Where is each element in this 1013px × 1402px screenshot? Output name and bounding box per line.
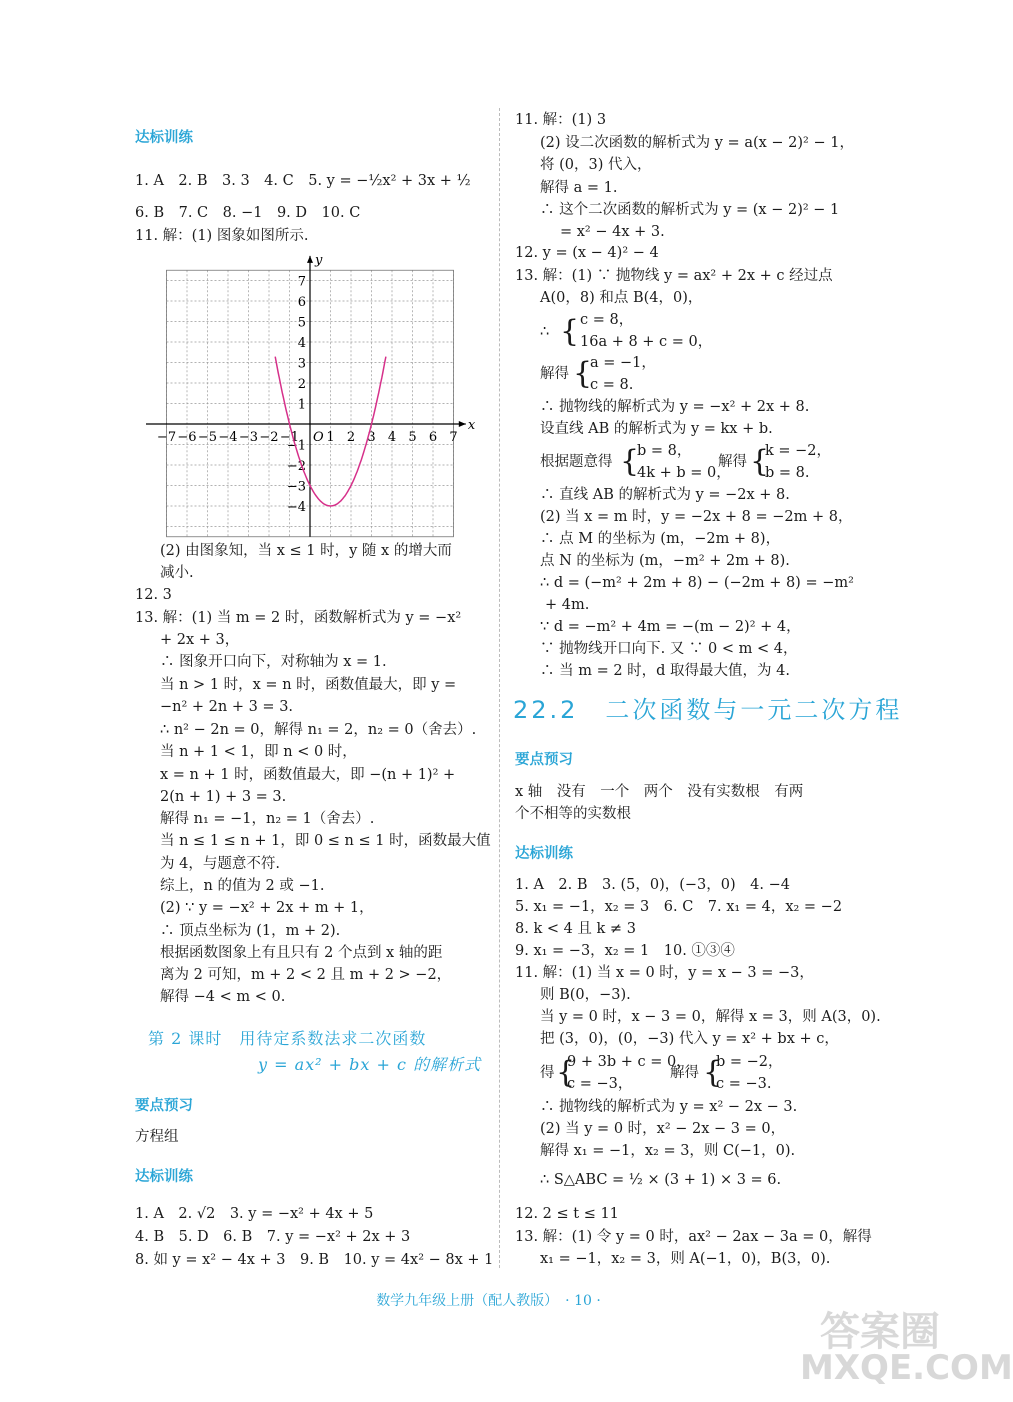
answer-line: 当 n ≤ 1 ≤ n + 1，即 0 ≤ n ≤ 1 时，函数最大值 bbox=[160, 833, 491, 849]
brace: { bbox=[573, 356, 593, 391]
brace: { bbox=[560, 314, 580, 349]
system-line: 4k + b = 0， bbox=[637, 465, 731, 481]
solve-label: 得 bbox=[540, 1065, 555, 1081]
answer-line: (2) 当 y = 0 时，x² − 2x − 3 = 0， bbox=[540, 1121, 786, 1137]
x-tick-label: O bbox=[313, 430, 324, 445]
answer-line: 1. A 2. B 3. (5，0)，(−3，0) 4. −4 bbox=[515, 877, 790, 893]
answer-line: ∴ 抛物线的解析式为 y = x² − 2x − 3. bbox=[540, 1099, 798, 1115]
answer-line: 解得 −4 < m < 0. bbox=[160, 989, 286, 1005]
therefore-symbol: ∴ bbox=[540, 324, 550, 340]
answer-line: ∴ 直线 AB 的解析式为 y = −2x + 8. bbox=[540, 487, 790, 503]
answer-line: 6. B 7. C 8. −1 9. D 10. C bbox=[135, 205, 361, 221]
answer-line: 解得 a = 1. bbox=[540, 180, 618, 196]
system-line: c = −3， bbox=[567, 1076, 633, 1092]
answer-line: ∴ 点 M 的坐标为 (m，−2m + 8)， bbox=[540, 531, 781, 547]
x-tick-label: −7 bbox=[156, 430, 177, 445]
answer-line: x 轴 没有 一个 两个 没有实数根 有两 bbox=[515, 784, 804, 800]
answer-line: 当 n + 1 < 1，即 n < 0 时， bbox=[160, 744, 357, 760]
answer-line: (2) 设二次函数的解析式为 y = a(x − 2)² − 1， bbox=[540, 135, 854, 151]
answer-line: 离为 2 可知，m + 2 < 2 且 m + 2 > −2， bbox=[160, 967, 452, 983]
x-tick-label: −3 bbox=[238, 430, 259, 445]
answer-line: 12. 3 bbox=[135, 587, 172, 603]
answer-line: (2) 由图象知，当 x ≤ 1 时，y 随 x 的增大而 bbox=[160, 543, 452, 559]
system-line: a = −1， bbox=[590, 355, 656, 371]
y-tick-label: −2 bbox=[286, 459, 306, 474]
system-line: c = 8. bbox=[590, 377, 634, 393]
system-line: b = 8. bbox=[765, 465, 810, 481]
x-tick-label: −5 bbox=[197, 430, 218, 445]
answer-line: 方程组 bbox=[135, 1129, 179, 1145]
y-tick-label: 1 bbox=[297, 397, 306, 413]
solve-label: 解得 bbox=[718, 454, 747, 470]
answer-line: (2) 当 x = m 时，y = −2x + 8 = −2m + 8， bbox=[540, 509, 853, 525]
answer-line: 根据函数图象上有且只有 2 个点到 x 轴的距 bbox=[160, 945, 443, 961]
answer-line: ∵ 抛物线开口向下. 又 ∵ 0 < m < 4， bbox=[540, 641, 798, 657]
x-tick-label: −4 bbox=[218, 430, 238, 445]
system-line: c = 8， bbox=[580, 312, 634, 328]
system-line: b = 8， bbox=[637, 443, 692, 459]
answer-line: 减小. bbox=[160, 565, 194, 581]
answer-line: A(0，8) 和点 B(4，0)， bbox=[540, 290, 703, 306]
answer-line: (2) ∵ y = −x² + 2x + m + 1， bbox=[160, 900, 374, 916]
page-footer: 数学九年级上册（配人教版） · 10 · bbox=[376, 1293, 601, 1309]
system-line: k = −2， bbox=[765, 443, 832, 459]
answer-line: 8. k < 4 且 k ≠ 3 bbox=[515, 921, 636, 937]
brace: { bbox=[703, 1055, 723, 1090]
answer-line: + 2x + 3， bbox=[160, 632, 240, 648]
y-tick-label: −1 bbox=[286, 438, 306, 454]
x-tick-label: 5 bbox=[408, 430, 417, 445]
answer-line: ∵ d = −m² + 4m = −(m − 2)² + 4， bbox=[540, 619, 801, 635]
answer-line: 8. 如 y = x² − 4x + 3 9. B 10. y = 4x² − 8x + 1 bbox=[135, 1252, 494, 1268]
y-tick-label: 6 bbox=[297, 295, 306, 310]
y-axis-arrow bbox=[307, 256, 313, 263]
answer-line: ∴ S△ABC = ½ × (3 + 1) × 3 = 6. bbox=[540, 1172, 782, 1188]
x-tick-label: −2 bbox=[259, 430, 279, 445]
answer-line: ∴ 当 m = 2 时，d 取得最大值，为 4. bbox=[540, 663, 791, 679]
answer-line: 为 4，与题意不符. bbox=[160, 856, 280, 872]
chapter-section-title: 22.2 二次函数与一元二次方程 bbox=[513, 696, 903, 724]
answer-line: 12. 2 ≤ t ≤ 11 bbox=[515, 1206, 619, 1222]
y-axis-label: y bbox=[315, 253, 323, 269]
answer-line: 点 N 的坐标为 (m，−m² + 2m + 8). bbox=[540, 553, 790, 569]
y-tick-label: 4 bbox=[297, 336, 306, 351]
x-tick-label: 3 bbox=[367, 430, 376, 445]
x-tick-label: 2 bbox=[346, 430, 356, 445]
answer-line: ∴ d = (−m² + 2m + 8) − (−2m + 8) = −m² bbox=[540, 575, 854, 591]
x-tick-label: 1 bbox=[326, 430, 335, 445]
answer-line: + 4m. bbox=[545, 597, 590, 613]
answer-line: 11. 解：(1) 当 x = 0 时，y = x − 3 = −3， bbox=[515, 965, 814, 981]
answer-line: 把 (3，0)，(0，−3) 代入 y = x² + bx + c， bbox=[540, 1031, 839, 1047]
answer-line: ∴ 图象开口向下，对称轴为 x = 1. bbox=[160, 654, 387, 670]
answer-line: 11. 解：(1) 3 bbox=[515, 112, 607, 128]
system-line: b = −2， bbox=[716, 1054, 783, 1070]
section-heading-practice: 达标训练 bbox=[135, 130, 193, 146]
answer-line: 1. A 2. √2 3. y = −x² + 4x + 5 bbox=[135, 1206, 374, 1222]
x-axis-label: x bbox=[467, 418, 476, 433]
watermark-url: MXQE.COM bbox=[800, 1348, 1013, 1388]
watermark-logo: 答案圈 bbox=[820, 1309, 940, 1355]
given-label: 根据题意得 bbox=[540, 454, 613, 470]
y-tick-label: 7 bbox=[297, 274, 306, 290]
brace: { bbox=[556, 1055, 576, 1090]
answer-line: ∴ 这个二次函数的解析式为 y = (x − 2)² − 1 bbox=[540, 202, 840, 218]
answer-line: = x² − 4x + 3. bbox=[560, 224, 665, 240]
solve-label: 解得 bbox=[670, 1065, 699, 1081]
answer-line: 9. x₁ = −3，x₂ = 1 10. ①③④ bbox=[515, 943, 735, 959]
y-tick-label: 2 bbox=[297, 377, 306, 392]
answer-line: 解得 n₁ = −1，n₂ = 1（舍去）. bbox=[160, 811, 375, 827]
y-tick-label: −4 bbox=[286, 500, 306, 515]
section-heading-practice: 达标训练 bbox=[515, 846, 573, 862]
answer-line: 2(n + 1) + 3 = 3. bbox=[160, 789, 287, 805]
section-heading-preview: 要点预习 bbox=[515, 752, 573, 768]
x-tick-label: 4 bbox=[387, 430, 397, 445]
answer-line: 11. 解：(1) 图象如图所示. bbox=[135, 228, 309, 244]
x-tick-label: −6 bbox=[177, 430, 197, 445]
answer-line: 13. 解：(1) ∵ 抛物线 y = ax² + 2x + c 经过点 bbox=[515, 268, 833, 284]
answer-line: 解得 x₁ = −1，x₂ = 3，则 C(−1，0). bbox=[540, 1143, 796, 1159]
x-tick-label: 7 bbox=[449, 430, 458, 445]
y-tick-label: 3 bbox=[297, 356, 306, 372]
answer-line: 12. y = (x − 4)² − 4 bbox=[515, 245, 659, 261]
solve-label: 解得 bbox=[540, 366, 569, 382]
system-line: 16a + 8 + c = 0， bbox=[580, 334, 713, 350]
system-line: c = −3. bbox=[716, 1076, 772, 1092]
system-line: 9 + 3b + c = 0， bbox=[567, 1054, 691, 1070]
answer-line: 当 y = 0 时，x − 3 = 0，解得 x = 3，则 A(3，0). bbox=[540, 1009, 881, 1025]
y-tick-label: −3 bbox=[286, 479, 306, 495]
x-tick-label: 6 bbox=[428, 430, 438, 445]
x-axis-arrow bbox=[459, 421, 466, 427]
answer-line: 则 B(0，−3). bbox=[540, 987, 631, 1003]
section-heading-practice: 达标训练 bbox=[135, 1169, 193, 1185]
brace: { bbox=[620, 444, 640, 479]
answer-line: 当 n > 1 时，x = n 时，函数值最大，即 y = bbox=[160, 677, 457, 693]
answer-line: 1. A 2. B 3. 3 4. C 5. y = −½x² + 3x + ½ bbox=[135, 173, 471, 189]
answer-line: 4. B 5. D 6. B 7. y = −x² + 2x + 3 bbox=[135, 1229, 411, 1245]
answer-line: ∴ 顶点坐标为 (1，m + 2). bbox=[160, 923, 341, 939]
y-tick-label: 5 bbox=[297, 315, 306, 331]
answer-line: 13. 解：(1) 令 y = 0 时，ax² − 2ax − 3a = 0，解得 bbox=[515, 1229, 872, 1245]
section-heading-preview: 要点预习 bbox=[135, 1098, 193, 1114]
answer-line: x = n + 1 时，函数值最大，即 −(n + 1)² + bbox=[160, 767, 456, 783]
answer-line: ∴ n² − 2n = 0，解得 n₁ = 2，n₂ = 0（舍去）. bbox=[160, 722, 477, 738]
lesson-title: 第 2 课时 用待定系数法求二次函数 bbox=[148, 1029, 427, 1048]
column-divider bbox=[499, 108, 500, 1268]
brace: { bbox=[750, 444, 770, 479]
answer-line: 个不相等的实数根 bbox=[515, 806, 631, 822]
parabola-graph bbox=[156, 252, 480, 537]
x-tick-label: −1 bbox=[279, 430, 300, 445]
answer-line: x₁ = −1，x₂ = 3，则 A(−1，0)，B(3，0). bbox=[540, 1251, 831, 1267]
lesson-subtitle: y = ax² + bx + c 的解析式 bbox=[258, 1055, 482, 1074]
answer-line: −n² + 2n + 3 = 3. bbox=[160, 699, 294, 715]
answer-line: 综上，n 的值为 2 或 −1. bbox=[160, 878, 325, 894]
answer-line: 将 (0，3) 代入， bbox=[540, 157, 652, 173]
answer-line: 13. 解：(1) 当 m = 2 时，函数解析式为 y = −x² bbox=[135, 610, 462, 626]
answer-line: ∴ 抛物线的解析式为 y = −x² + 2x + 8. bbox=[540, 399, 810, 415]
answer-line: 设直线 AB 的解析式为 y = kx + b. bbox=[540, 421, 773, 437]
answer-line: 5. x₁ = −1，x₂ = 3 6. C 7. x₁ = 4，x₂ = −2 bbox=[515, 899, 843, 915]
